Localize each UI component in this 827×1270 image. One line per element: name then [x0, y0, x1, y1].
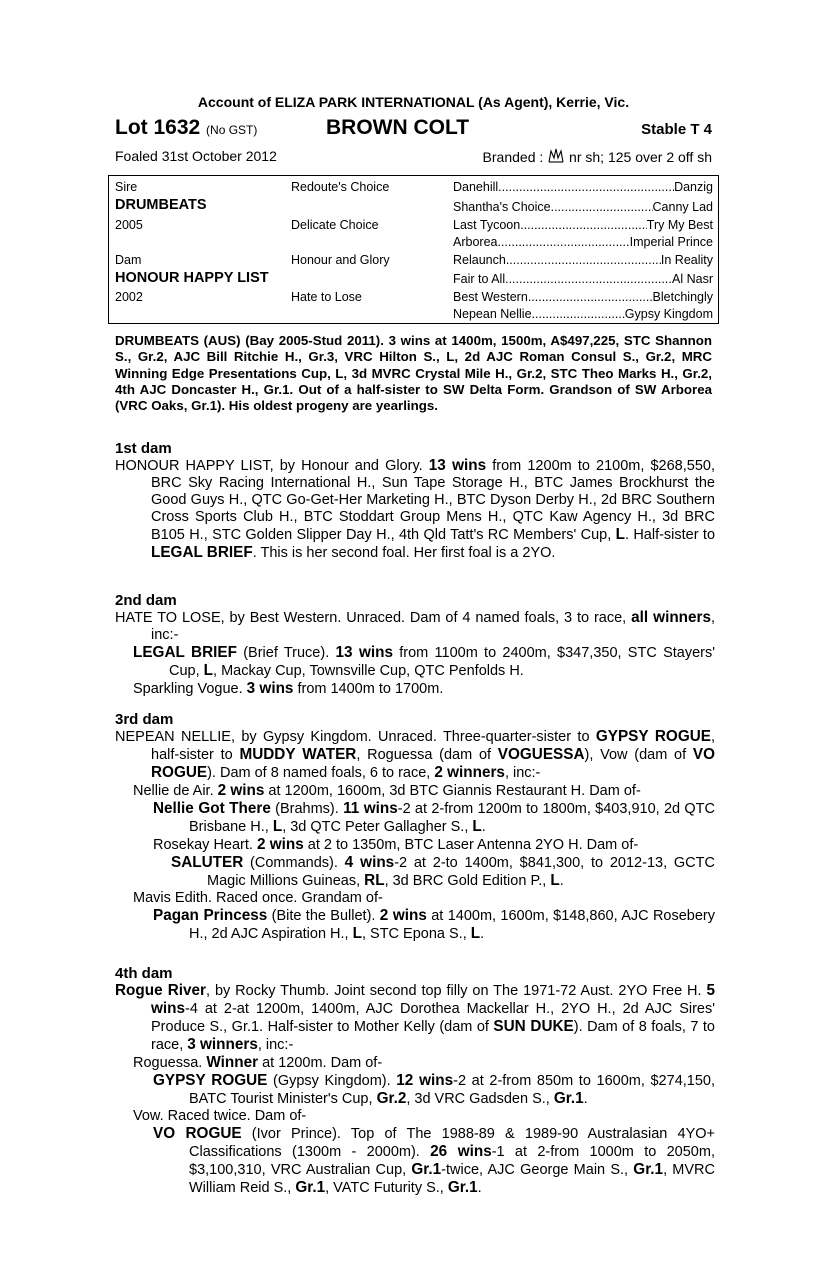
vendor-line: Account of ELIZA PARK INTERNATIONAL (As Agent), Kerrie, Vic. — [197, 94, 630, 110]
progeny-sparkling-vogue: Sparkling Vogue. 3 wins from 1400m to 1700m. — [133, 680, 444, 697]
second-dam-heading: 2nd dam — [115, 592, 177, 609]
pedigree-table — [108, 175, 719, 324]
progeny-vow: Vow. Raced twice. Dam of- — [133, 1108, 307, 1124]
ancestor-row: Arborea ..... Imperial Prince — [453, 235, 713, 249]
sire-sire: Redoute's Choice — [291, 180, 390, 194]
dam-dam: Hate to Lose — [291, 290, 362, 304]
progeny-pagan-princess: Pagan Princess (Bite the Bullet). 2 wins at 1400m, 1600m, $148,860, AJC Rosebery H., 2d AJC Aspiration H., L, STC Epona S., L. — [153, 907, 716, 942]
progeny-mavis-edith: Mavis Edith. Raced once. Grandam of- — [133, 890, 383, 906]
branded-rest: nr sh; 125 over 2 off sh — [569, 149, 712, 165]
lot-number — [115, 116, 257, 140]
sire-name: DRUMBEATS — [115, 197, 207, 213]
ancestor-row: Nepean Nellie ..... Gypsy Kingdom — [453, 307, 713, 321]
sire-summary: DRUMBEATS (AUS) (Bay 2005-Stud 2011). 3 wins at 1400m, 1500m, A$497,225, STC Shannon S., Gr.2, AJC Bill Ritchie H., Gr.3, VRC Hilton S., L, 2d AJC Roman Consul S., Gr.2, MRC Winning Edge Presentations Cup, L, 3d MVRC Crystal Mile H., Gr.2, STC Theo Marks H., Gr.2, 4th AJC Doncaster H., Gr.1. Out of a half-sister to SW Delta Form. Grandson of SW Arborea (VRC Oaks, Gr.1). His oldest progeny are yearlings. — [115, 333, 712, 414]
progeny-saluter: SALUTER (Commands). 4 wins-2 at 2-to 1400m, $841,300, to 2012-13, GCTC Magic Millions Guineas, RL, 3d BRC Gold Edition P., L. — [171, 854, 715, 889]
fourth-dam-paragraph: Rogue River, by Rocky Thumb. Joint second top filly on The 1971-72 Aust. 2YO Free H. 5 wins-4 at 2-at 1200m, 1400m, AJC Dorothea Mackellar H., 2YO H., 2d AJC Sires' Produce S., Gr.1. Half-sister to Mother Kelly (dam of SUN DUKE). Dam of 8 foals, 7 to race, 3 winners, inc:- — [115, 982, 715, 1053]
progeny-roguessa: Roguessa. Winner at 1200m. Dam of- — [133, 1054, 383, 1071]
ancestor-row: Last Tycoon ..... Try My Best — [453, 218, 713, 232]
third-dam-heading: 3rd dam — [115, 711, 174, 728]
ancestor-row: Best Western ..... Bletchingly — [453, 290, 713, 304]
first-dam-heading: 1st dam — [115, 440, 172, 457]
crown-brand-icon — [547, 148, 565, 164]
dam-sire: Honour and Glory — [291, 253, 390, 267]
gst-note: (No GST) — [206, 123, 258, 137]
dam-year: 2002 — [115, 290, 143, 304]
lot-description: BROWN COLT — [326, 116, 470, 139]
sire-label: Sire — [115, 180, 138, 194]
ancestor-row: Danehill ..... Danzig — [453, 180, 713, 194]
ancestor-row: Fair to All ..... Al Nasr — [453, 272, 713, 286]
dam-name: HONOUR HAPPY LIST — [115, 270, 269, 286]
progeny-nellie-got-there: Nellie Got There (Brahms). 11 wins-2 at 2-from 1200m to 1800m, $403,910, 2d QTC Brisbane H., L, 3d QTC Peter Gallagher S., L. — [153, 800, 715, 835]
branded-label: Branded : — [482, 149, 544, 165]
progeny-nellie-de-air: Nellie de Air. 2 wins at 1200m, 1600m, 3d BTC Giannis Restaurant H. Dam of- — [133, 782, 641, 799]
fourth-dam-section — [115, 965, 715, 1197]
sire-dam: Delicate Choice — [291, 218, 379, 232]
fourth-dam-heading: 4th dam — [115, 965, 173, 982]
progeny-vo-rogue: VO ROGUE (Ivor Prince). Top of The 1988-89 & 1989-90 Australasian 4YO+ Classifications (1300m - 2000m). 26 wins-1 at 2-from 1000m to 2050m, $3,100,310, VRC Australian Cup, Gr.1-twice, AJC George Main S., Gr.1, MVRC William Reid S., Gr.1, VATC Futurity S., Gr.1. — [153, 1125, 716, 1196]
ancestor-row: Shantha's Choice ..... Canny Lad — [453, 200, 713, 214]
ancestor-row: Relaunch ..... In Reality — [453, 253, 713, 267]
sire-year: 2005 — [115, 218, 143, 232]
branded-info — [483, 148, 712, 165]
second-dam-section — [115, 592, 715, 698]
second-dam-paragraph: HATE TO LOSE, by Best Western. Unraced. Dam of 4 named foals, 3 to race, all winners, inc:- — [115, 609, 716, 643]
first-dam-section — [115, 440, 715, 562]
lot-label: Lot 1632 — [115, 116, 201, 139]
progeny-rosekay-heart: Rosekay Heart. 2 wins at 2 to 1350m, BTC Laser Antenna 2YO H. Dam of- — [153, 836, 639, 853]
third-dam-paragraph: NEPEAN NELLIE, by Gypsy Kingdom. Unraced. Three-quarter-sister to GYPSY ROGUE, half-sister to MUDDY WATER, Roguessa (dam of VOGUESSA), Vow (dam of VO ROGUE). Dam of 8 named foals, 6 to race, 2 winners, inc:- — [115, 728, 716, 781]
stable-number: Stable T 4 — [641, 121, 712, 138]
dam-label: Dam — [115, 253, 142, 267]
third-dam-section — [115, 711, 715, 943]
foaled-date: Foaled 31st October 2012 — [115, 148, 277, 164]
first-dam-paragraph: HONOUR HAPPY LIST, by Honour and Glory. 13 wins from 1200m to 2100m, $268,550, BRC Sky Racing International H., Sun Tape Storage H., BTC James Brockhurst the Good Guys H., QTC Go-Get-Her Marketing H., BTC Dyson Derby H., 2d BRC Southern Cross Sports Club H., BTC Stoddart Group Mens H., QTC Kaw Agency H., 3d BRC B105 H., STC Golden Slipper Day H., 4th Qld Tatt's RC Members' Cup, L. Half-sister to LEGAL BRIEF. This is her second foal. Her first foal is a 2YO. — [115, 457, 716, 561]
progeny-legal-brief: LEGAL BRIEF (Brief Truce). 13 wins from 1100m to 2400m, $347,350, STC Stayers' Cup, L, Mackay Cup, Townsville Cup, QTC Penfolds H. — [133, 644, 715, 679]
progeny-gypsy-rogue: GYPSY ROGUE (Gypsy Kingdom). 12 wins-2 at 2-from 850m to 1600m, $274,150, BATC Tourist Minister's Cup, Gr.2, 3d VRC Gadsden S., Gr.1. — [153, 1072, 716, 1107]
